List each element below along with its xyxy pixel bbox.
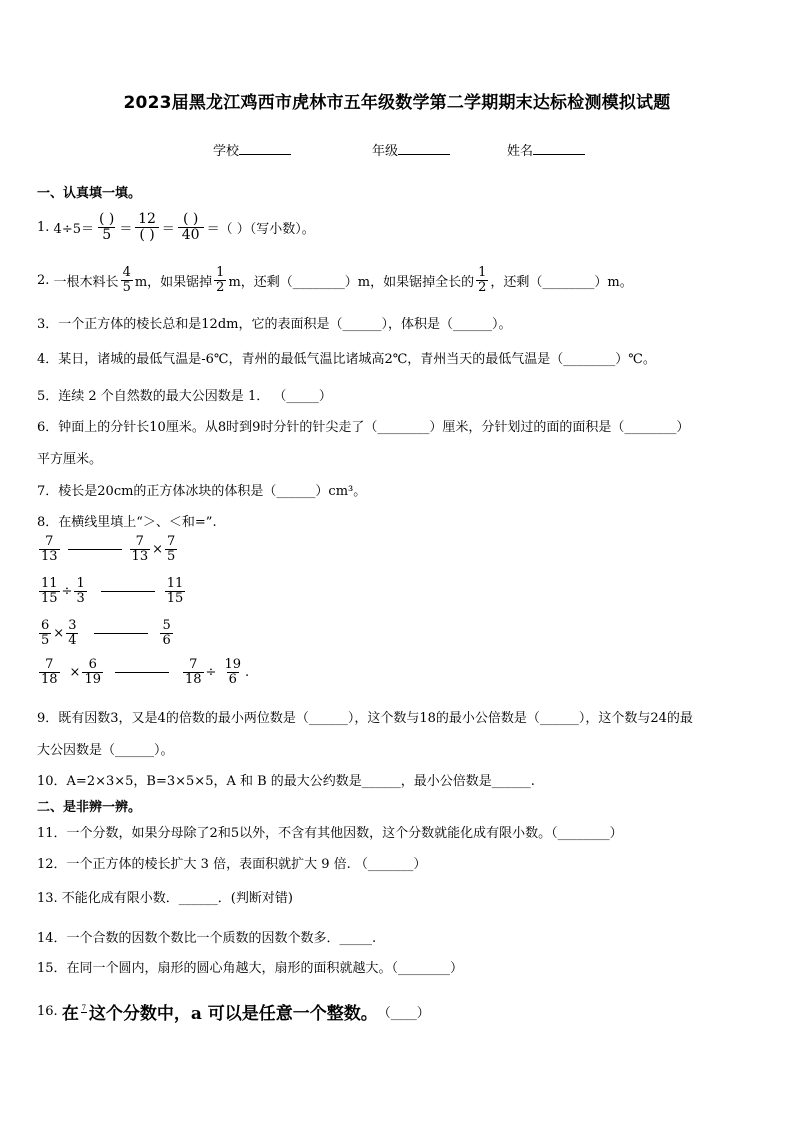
answer-blank[interactable] bbox=[68, 549, 122, 550]
fraction: $\frac{1}{2}$ bbox=[478, 265, 487, 295]
fraction: $\frac{19}{6}$ bbox=[224, 657, 241, 687]
question-4: 4．某日，诸城的最低气温是-6℃，青州的最低气温比诸城高2℃，青州当天的最低气温是（________）℃。 bbox=[37, 352, 656, 367]
question-9-cont: 大公因数是（______）。 bbox=[37, 743, 174, 758]
fraction: $\frac{11}{15}$ bbox=[166, 576, 184, 606]
fraction: $\frac{5}{6}$ bbox=[162, 618, 171, 648]
fraction: 12 ( ) bbox=[135, 212, 158, 244]
question-11: 11．一个分数，如果分母除了2和5以外，不含有其他因数，这个分数就能化成有限小数。（________） bbox=[37, 826, 623, 841]
fraction: $\frac{6}{5}$ bbox=[41, 618, 50, 648]
question-6-cont: 平方厘米。 bbox=[37, 452, 103, 467]
question-5: 5．连续 2 个自然数的最大公因数是 1． （_____） bbox=[37, 389, 332, 404]
question-2: 2. 一根木料长 $\frac{4}{5}$ m，如果锯掉 $\frac{1}{2}$ m，还剩（________）m，如果锯掉全长的 $\frac{1}{2}$ ，还剩（________）m。 bbox=[37, 265, 633, 295]
fraction: ( ) 5 bbox=[98, 211, 115, 244]
section-1-heading: 一、认真填一填。 bbox=[37, 186, 142, 201]
question-16: 16. 在 7 这个分数中，a 可以是任意一个整数。 （____） bbox=[37, 1004, 430, 1024]
question-12: 12．一个正方体的棱长扩大 3 倍，表面积就扩大 9 倍. （_______） bbox=[37, 857, 427, 872]
fraction: $\frac{11}{15}$ bbox=[41, 576, 58, 606]
answer-blank[interactable] bbox=[115, 672, 169, 673]
grade-field[interactable]: 年级 bbox=[372, 140, 450, 159]
fraction: ( ) 40 bbox=[178, 212, 204, 244]
question-13: 13. 不能化成有限小数．______．(判断对错) bbox=[37, 891, 293, 906]
question-10: 10．A=2×3×5，B=3×5×5，A 和 B 的最大公约数是______，最小公倍数是______. bbox=[37, 774, 535, 789]
answer-blank[interactable] bbox=[94, 633, 148, 634]
question-14: 14．一个合数的因数个数比一个质数的因数个数多．_____. bbox=[37, 931, 377, 946]
page-title: 2023届黑龙江鸡西市虎林市五年级数学第二学期期末达标检测模拟试题 bbox=[123, 93, 671, 113]
question-7: 7．棱长是20cm的正方体冰块的体积是（______）cm³。 bbox=[37, 484, 367, 499]
q8-row-2: $\frac{11}{15}$ ÷ $\frac{1}{3}$ $\frac{11}{15}$ bbox=[41, 576, 184, 606]
fraction: $\frac{4}{5}$ bbox=[122, 265, 131, 295]
answer-blank[interactable] bbox=[101, 591, 155, 592]
question-6: 6．钟面上的分针长10厘米。从8时到9时分针的针尖走了（________）厘米，分针划过的面的面积是（________） bbox=[37, 420, 690, 435]
fraction: $\frac{3}{4}$ bbox=[68, 618, 77, 648]
fraction: $\frac{1}{3}$ bbox=[76, 576, 85, 606]
small-fraction-icon: 7 bbox=[81, 1005, 87, 1018]
question-1: 1. 4÷5＝ ( ) 5 ＝ 12 ( ) ＝ ( ) 40 ＝（ ）（写小数）。 bbox=[37, 211, 315, 244]
question-15: 15．在同一个圆内，扇形的圆心角越大，扇形的面积就越大。（________） bbox=[37, 961, 464, 976]
fraction: $\frac{7}{13}$ bbox=[41, 534, 58, 564]
fraction: $\frac{7}{5}$ bbox=[167, 534, 176, 564]
q8-row-1: $\frac{7}{13}$ $\frac{7}{13}$ × $\frac{7}{5}$ bbox=[41, 534, 176, 564]
fraction: $\frac{7}{18}$ bbox=[41, 657, 58, 687]
fraction: $\frac{1}{2}$ bbox=[216, 265, 225, 295]
question-8: 8．在横线里填上“＞、＜和=”. bbox=[37, 515, 217, 530]
school-field[interactable]: 学校 bbox=[213, 140, 291, 159]
fraction: $\frac{7}{13}$ bbox=[131, 534, 149, 564]
name-field[interactable]: 姓名 bbox=[507, 140, 585, 159]
fraction: $\frac{7}{18}$ bbox=[185, 657, 202, 687]
section-2-heading: 二、是非辨一辨。 bbox=[37, 800, 142, 815]
q8-row-3: $\frac{6}{5}$ × $\frac{3}{4}$ $\frac{5}{6}$ bbox=[41, 618, 171, 648]
q8-row-4: $\frac{7}{18}$ × $\frac{6}{19}$ $\frac{7}{18}$ ÷ $\frac{19}{6}$ . bbox=[41, 657, 250, 687]
question-9: 9．既有因数3，又是4的倍数的最小两位数是（______），这个数与18的最小公倍数是（______），这个数与24的最 bbox=[37, 711, 693, 726]
question-3: 3．一个正方体的棱长总和是12dm，它的表面积是（______），体积是（______）。 bbox=[37, 317, 512, 332]
fraction: $\frac{6}{19}$ bbox=[84, 657, 101, 687]
